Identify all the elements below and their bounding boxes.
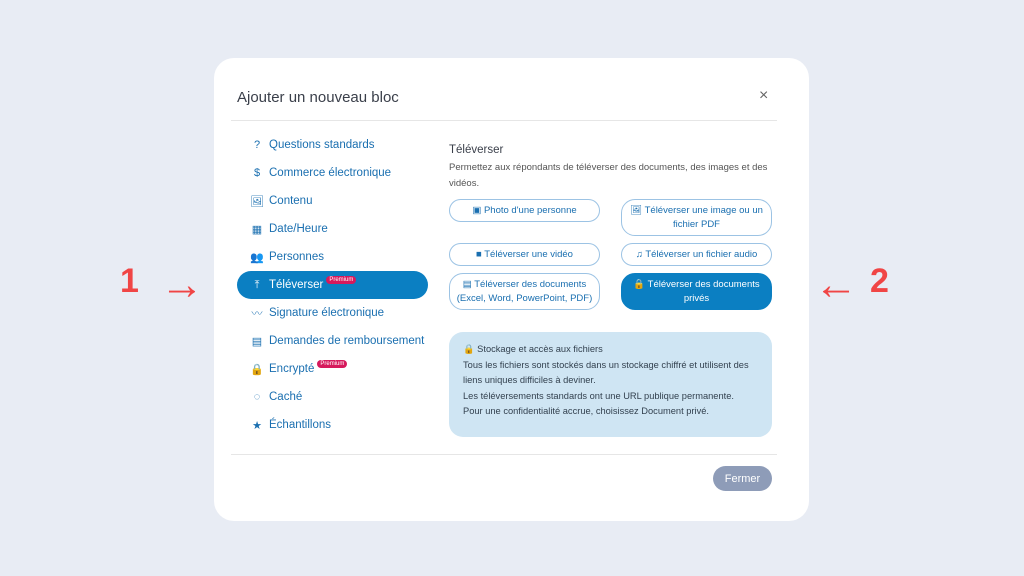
sidebar-item-label: Questions standards xyxy=(269,139,375,151)
sidebar-item-label: Échantillons xyxy=(269,419,332,431)
option-label: Téléverser une image ou un fichier PDF xyxy=(644,204,763,230)
info-title: Stockage et accès aux fichiers xyxy=(477,344,603,354)
premium-badge: Premium xyxy=(317,360,347,368)
sidebar-item[interactable] xyxy=(237,411,428,439)
sidebar xyxy=(237,131,428,439)
sidebar-icon: $ xyxy=(253,167,261,179)
sidebar-icon: ▦ xyxy=(251,223,263,236)
modal-title: Ajouter un nouveau bloc xyxy=(237,89,399,106)
sidebar-item[interactable] xyxy=(237,215,428,243)
annotation-2: 2 xyxy=(870,262,889,300)
sidebar-item-label: Demandes de remboursement xyxy=(269,335,425,347)
premium-badge: Premium xyxy=(326,276,356,284)
sidebar-icon: 👥 xyxy=(250,251,264,264)
option-icon: 🖼 xyxy=(630,204,643,216)
sidebar-item[interactable] xyxy=(237,355,428,383)
option-icon: ♫ xyxy=(635,248,643,260)
close-button[interactable]: Fermer xyxy=(713,466,772,491)
sidebar-item-label: Commerce électronique xyxy=(269,167,392,179)
sidebar-icon: ★ xyxy=(252,419,262,432)
info-line: Les téléversements standards ont une URL publique permanente. xyxy=(463,390,734,401)
sidebar-icon: 🖼 xyxy=(250,195,264,208)
upload-option-button[interactable] xyxy=(621,243,772,266)
option-label: Téléverser des documents privés xyxy=(647,278,760,304)
sidebar-item-label: Caché xyxy=(269,391,303,403)
sidebar-item[interactable] xyxy=(237,299,428,327)
option-label: Téléverser des documents (Excel, Word, PowerPoint, PDF) xyxy=(456,278,593,304)
lock-icon: 🔒 xyxy=(463,344,475,354)
option-label: Photo d'une personne xyxy=(483,204,577,216)
sidebar-item[interactable] xyxy=(237,271,428,299)
upload-option-button[interactable] xyxy=(449,273,600,310)
sidebar-item-label: Contenu xyxy=(269,195,313,207)
option-icon: ▣ xyxy=(472,204,482,216)
upload-option-button[interactable] xyxy=(449,243,600,266)
annotation-arrow-1: → xyxy=(160,260,204,309)
sidebar-icon: 🔒 xyxy=(250,363,264,376)
sidebar-item[interactable] xyxy=(237,327,428,355)
option-icon: ▤ xyxy=(462,278,472,290)
info-box xyxy=(449,332,772,437)
section-heading: Téléverser xyxy=(449,144,504,156)
divider xyxy=(231,454,777,455)
option-label: Téléverser un fichier audio xyxy=(645,248,758,260)
sidebar-item[interactable] xyxy=(237,159,428,187)
content-panel xyxy=(449,144,772,437)
upload-options xyxy=(449,199,772,310)
sidebar-item-label: Personnes xyxy=(269,251,324,263)
sidebar-icon: ? xyxy=(253,139,261,151)
info-line: Tous les fichiers sont stockés dans un stockage chiffré et utilisent des liens uniques difficiles à deviner. xyxy=(463,359,749,385)
close-icon[interactable]: × xyxy=(759,87,769,104)
divider xyxy=(231,120,777,121)
annotation-1: 1 xyxy=(120,262,139,300)
sidebar-icon: ⤒ xyxy=(254,278,260,291)
option-label: Téléverser une vidéo xyxy=(484,248,573,260)
sidebar-item-label: Téléverser xyxy=(269,279,324,291)
upload-option-button[interactable] xyxy=(621,273,772,310)
upload-option-button[interactable] xyxy=(449,199,600,222)
annotation-arrow-2: ← xyxy=(814,260,858,309)
sidebar-item[interactable] xyxy=(237,383,428,411)
sidebar-item[interactable] xyxy=(237,131,428,159)
sidebar-item-label: Signature électronique xyxy=(269,307,385,319)
upload-option-button[interactable] xyxy=(621,199,772,236)
sidebar-item-label: Encrypté xyxy=(269,363,315,375)
option-icon: ■ xyxy=(476,248,482,260)
sidebar-item[interactable] xyxy=(237,243,428,271)
sidebar-icon: ◌ xyxy=(253,391,261,403)
sidebar-item[interactable] xyxy=(237,187,428,215)
sidebar-icon: 〰 xyxy=(251,308,263,320)
info-line: Pour une confidentialité accrue, choisissez Document privé. xyxy=(463,406,709,416)
add-block-modal xyxy=(214,58,809,521)
section-description: Permettez aux répondants de téléverser des documents, des images et des vidéos. xyxy=(449,162,768,189)
option-icon: 🔒 xyxy=(633,278,646,290)
sidebar-item-label: Date/Heure xyxy=(269,223,328,235)
sidebar-icon: ▤ xyxy=(251,335,263,348)
